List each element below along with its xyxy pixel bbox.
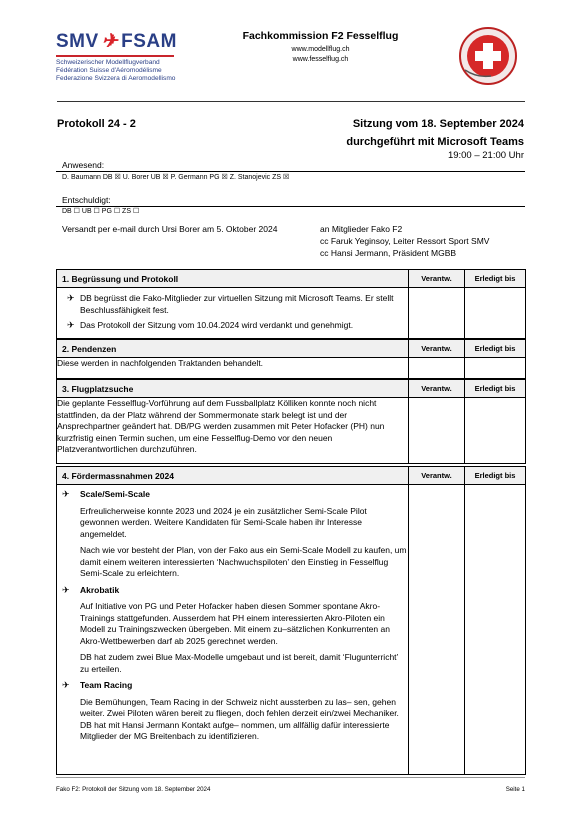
done-header: Erledigt bis	[465, 270, 526, 288]
org-name-de: Schweizerischer Modellflugverband	[56, 59, 160, 66]
url-modellflug: www.modellflug.ch	[291, 46, 350, 53]
done-header: Erledigt bis	[465, 340, 526, 358]
org-name-fr: Fédération Suisse d'Aéromodélisme	[56, 67, 162, 74]
protocol-number: Protokoll 24 - 2	[57, 118, 136, 130]
plane-bullet-icon: ✈	[62, 489, 70, 499]
present-list: D. Baumann DB ☒ U. Borer UB ☒ P. Germann PG ☒ Z. Stanojevic ZS ☒	[62, 174, 290, 181]
plane-bullet-icon: ✈	[62, 680, 70, 690]
done-cell	[465, 358, 526, 379]
resp-header: Verantw.	[409, 380, 465, 398]
plane-bullet-icon: ✈	[62, 584, 70, 595]
resp-cell	[409, 288, 465, 339]
done-cell	[465, 288, 526, 339]
paragraph: Erfreulicherweise konnte 2023 und 2024 je ein zusätzlicher Semi-Scale Pilot gewonnen werden. Weitere Kandidaten für Semi-Scale haben ihr Interesse angemeldet.	[80, 505, 367, 539]
cc-2: cc Hansi Jermann, Präsident MGBB	[320, 248, 457, 258]
subsection-akrobatik: ✈ Akrobatik	[62, 584, 120, 595]
paragraph: DB hat zudem zwei Blue Max-Modelle umgebaut und ist bereit, damit ‘Flugunterricht’ zu erteilen.	[80, 652, 399, 674]
meeting-time: 19:00 – 21:00 Uhr	[447, 150, 524, 161]
commission-title: Fachkommission F2 Fesselflug	[242, 30, 399, 42]
subsection-scale: ✈ Scale/Semi-Scale	[62, 489, 150, 499]
resp-cell	[409, 398, 465, 464]
paragraph: Die Bemühungen, Team Racing in der Schweiz nicht aussterben zu las– sen, gehen weiter. Zwei Piloten wären bereit zu fliegen, doch fehlen derzeit ein/zwei Mechaniker. DB hat mit Hansi Jermann Kontakt aufge– nommen, um allfällig dafür interessierte Mitglieder der MG Breitenbach zu identifizieren.	[80, 696, 399, 741]
section-2-text: Diese werden in nachfolgenden Traktanden behandelt.	[57, 358, 409, 379]
list-item: ✈ Das Protokoll der Sitzung vom 10.04.2024 wird verdankt und genehmigt.	[67, 320, 354, 330]
logo-divider	[56, 55, 174, 57]
resp-header: Verantw.	[409, 270, 465, 288]
recipients: an Mitglieder Fako F2	[320, 224, 403, 234]
done-header: Erledigt bis	[465, 467, 526, 485]
page-number: Seite 1	[505, 786, 525, 793]
section-4-title: 4. Fördermassnahmen 2024	[57, 467, 409, 485]
plane-icon: ✈	[101, 31, 119, 52]
section-1-table	[56, 269, 526, 339]
sent-note: Versandt per e-mail durch Ursi Borer am 5. Oktober 2024	[62, 224, 278, 234]
section-2-title: 2. Pendenzen	[57, 340, 409, 358]
url-fesselflug: www.fesselflug.ch	[292, 56, 349, 63]
plane-bullet-icon: ✈	[67, 320, 75, 330]
header-divider	[57, 101, 525, 102]
section-3-title: 3. Flugplatzsuche	[57, 380, 409, 398]
list-item: ✈ DB begrüsst die Fako-Mitglieder zur virtuellen Sitzung mit Microsoft Teams. Er stellt Beschlussfähigkeit fest.	[67, 293, 394, 315]
present-underline	[56, 171, 525, 172]
footer-title: Fako F2: Protokoll der Sitzung vom 18. September 2024	[56, 786, 211, 793]
plane-bullet-icon: ✈	[67, 293, 75, 303]
resp-header: Verantw.	[409, 467, 465, 485]
section-3-table	[56, 379, 526, 464]
resp-cell	[409, 485, 465, 775]
footer-divider	[56, 777, 525, 778]
smv-fsam-logo	[56, 22, 206, 92]
section-4-table	[56, 466, 526, 775]
excused-label: Entschuldigt:	[62, 195, 111, 205]
logo-smv-text: SMV	[56, 31, 99, 52]
subsection-team-racing: ✈ Team Racing	[62, 680, 133, 690]
cc-1: cc Faruk Yeginsoy, Leiter Ressort Sport SMV	[320, 236, 490, 246]
paragraph: Nach wie vor besteht der Plan, von der Fako aus ein Semi-Scale Modell zu kaufen, um damit einem weiteren interessierten ‘Nachwuchspiloten’ den Einstieg in Fesselflug Semi-Scale zu erleichtern.	[80, 545, 407, 578]
logo-fsam-text: FSAM	[121, 31, 177, 52]
meeting-medium: durchgeführt mit Microsoft Teams	[346, 136, 524, 148]
swiss-cross-seal-icon	[457, 26, 519, 86]
resp-cell	[409, 358, 465, 379]
org-name-it: Federazione Svizzera di Aeromodellismo	[56, 75, 176, 82]
excused-list: DB ☐ UB ☐ PG ☐ ZS ☐	[62, 208, 140, 215]
resp-header: Verantw.	[409, 340, 465, 358]
section-3-text: Die geplante Fesselflug-Vorführung auf dem Fussballplatz Kölliken konnte noch nicht stattfinden, da der Platz während der Sommermonate stark belegt ist und der Ansprechpartner geändert hat. DB/PG werden zusammen mit Peter Hofacker (PH) nun kurzfristig einen Termin suchen, um eine Fesselflug-Demo vor den neuen Platzverantwortlichen durchzuführen.	[57, 398, 409, 464]
done-cell	[465, 398, 526, 464]
present-label: Anwesend:	[62, 160, 105, 170]
section-1-title: 1. Begrüssung und Protokoll	[57, 270, 409, 288]
done-header: Erledigt bis	[465, 380, 526, 398]
meeting-date: Sitzung vom 18. September 2024	[352, 118, 524, 130]
section-2-table	[56, 339, 526, 379]
paragraph: Auf Initiative von PG und Peter Hofacker haben diesen Sommer spontane Akro-Trainings stattgefunden. Ausserdem hat PH einem interessierten Akro-Piloten ein Modell zu Trainingszwecken übergeben. Mit einem zu–sätzlichen Konkurrenten an Akro-Wettbewerben darf ab 2025 gerechnet werden.	[80, 601, 390, 646]
done-cell	[465, 485, 526, 775]
